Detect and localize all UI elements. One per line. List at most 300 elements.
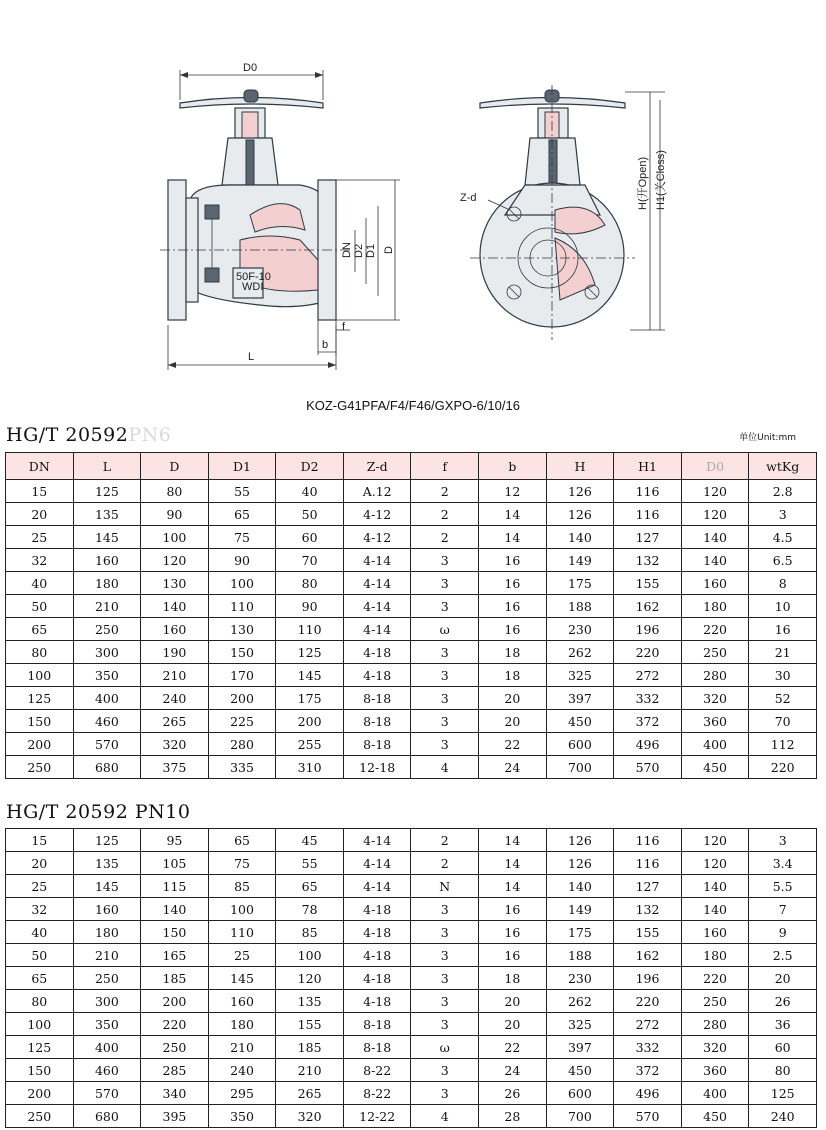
- table-cell: 15: [6, 480, 74, 503]
- table-cell: 570: [614, 756, 682, 779]
- table-cell: 125: [6, 687, 74, 710]
- table-cell: 265: [141, 710, 209, 733]
- table-cell: 24: [479, 1059, 547, 1082]
- table-cell: 126: [546, 480, 614, 503]
- table-cell: 4.5: [749, 526, 817, 549]
- table-cell: 3: [411, 641, 479, 664]
- table-cell: 12-22: [343, 1105, 411, 1128]
- d1-label: D1: [365, 243, 377, 258]
- spec-table-pn10: [5, 828, 817, 1128]
- table-cell: 272: [614, 664, 682, 687]
- table-cell: 300: [73, 990, 141, 1013]
- table-cell: 116: [614, 503, 682, 526]
- valve-drawing: [0, 0, 826, 420]
- table-cell: 3: [411, 944, 479, 967]
- table-cell: 2.8: [749, 480, 817, 503]
- table-cell: 145: [73, 526, 141, 549]
- table-cell: 310: [276, 756, 344, 779]
- table-cell: 2: [411, 503, 479, 526]
- table-cell: 150: [6, 710, 74, 733]
- table-cell: 24: [479, 756, 547, 779]
- table-cell: 3: [749, 503, 817, 526]
- column-header: L: [73, 453, 141, 480]
- table-cell: 140: [681, 526, 749, 549]
- table-cell: 2: [411, 480, 479, 503]
- table-cell: 6.5: [749, 549, 817, 572]
- table-cell: 2: [411, 829, 479, 852]
- table-cell: 325: [546, 1013, 614, 1036]
- table-row: [6, 921, 817, 944]
- table-cell: 70: [276, 549, 344, 572]
- table-cell: 155: [614, 921, 682, 944]
- table-cell: 3: [411, 687, 479, 710]
- table-cell: 3.4: [749, 852, 817, 875]
- table-cell: 320: [276, 1105, 344, 1128]
- table-cell: 8-18: [343, 710, 411, 733]
- table-cell: 14: [479, 829, 547, 852]
- table-cell: 125: [749, 1082, 817, 1105]
- table-cell: 32: [6, 549, 74, 572]
- table-cell: 220: [614, 641, 682, 664]
- table-cell: 600: [546, 1082, 614, 1105]
- table-cell: 600: [546, 733, 614, 756]
- table-cell: 400: [681, 1082, 749, 1105]
- table-cell: 8-18: [343, 1013, 411, 1036]
- table-cell: 210: [208, 1036, 276, 1059]
- table-cell: 55: [208, 480, 276, 503]
- table-cell: 3: [411, 990, 479, 1013]
- b-label: b: [322, 339, 329, 351]
- table-cell: 45: [276, 829, 344, 852]
- table-cell: 140: [141, 595, 209, 618]
- table-cell: 160: [141, 618, 209, 641]
- table-cell: 100: [276, 944, 344, 967]
- table-cell: 332: [614, 687, 682, 710]
- table-cell: 175: [546, 921, 614, 944]
- table-cell: 90: [141, 503, 209, 526]
- table-cell: 112: [749, 733, 817, 756]
- table-cell: 320: [681, 1036, 749, 1059]
- table-cell: 127: [614, 875, 682, 898]
- table-cell: 50: [6, 944, 74, 967]
- table-row: [6, 967, 817, 990]
- table-cell: 450: [546, 710, 614, 733]
- h1-close-label: H1(关Closs): [655, 150, 667, 210]
- table-row: [6, 526, 817, 549]
- table-cell: 262: [546, 641, 614, 664]
- table-cell: 100: [208, 898, 276, 921]
- table1-title-text: HG/T 20592: [6, 424, 129, 446]
- table-cell: 450: [546, 1059, 614, 1082]
- table-cell: 26: [479, 1082, 547, 1105]
- table-cell: 3: [411, 967, 479, 990]
- table-cell: 196: [614, 618, 682, 641]
- table-cell: 250: [6, 1105, 74, 1128]
- table-cell: 320: [141, 733, 209, 756]
- table-cell: 80: [6, 641, 74, 664]
- table-cell: 8-18: [343, 733, 411, 756]
- column-header: D0: [681, 453, 749, 480]
- table-cell: 175: [276, 687, 344, 710]
- table-cell: 4-14: [343, 595, 411, 618]
- table-cell: 570: [73, 1082, 141, 1105]
- column-header: f: [411, 453, 479, 480]
- table-cell: 262: [546, 990, 614, 1013]
- table-cell: 132: [614, 549, 682, 572]
- column-header: D1: [208, 453, 276, 480]
- table-cell: 22: [479, 1036, 547, 1059]
- table-cell: 127: [614, 526, 682, 549]
- table-cell: 155: [276, 1013, 344, 1036]
- table-cell: 120: [681, 503, 749, 526]
- d-label: D: [383, 246, 395, 254]
- table-cell: 4-14: [343, 852, 411, 875]
- h-open-label: H(开Open): [637, 156, 649, 210]
- table-cell: 20: [479, 687, 547, 710]
- table-cell: 120: [141, 549, 209, 572]
- table-row: [6, 710, 817, 733]
- table-cell: 65: [276, 875, 344, 898]
- table-cell: 175: [546, 572, 614, 595]
- table-cell: 140: [546, 526, 614, 549]
- table-cell: 130: [141, 572, 209, 595]
- table-cell: 16: [479, 549, 547, 572]
- table-cell: 140: [681, 875, 749, 898]
- column-header: H: [546, 453, 614, 480]
- table-cell: 3: [411, 1082, 479, 1105]
- table-cell: 115: [141, 875, 209, 898]
- table-cell: 100: [208, 572, 276, 595]
- table-cell: 4-18: [343, 921, 411, 944]
- column-header: wtKg: [749, 453, 817, 480]
- table-cell: 80: [6, 990, 74, 1013]
- table-cell: 3: [411, 921, 479, 944]
- table-cell: 150: [208, 641, 276, 664]
- column-header: b: [479, 453, 547, 480]
- table-cell: 116: [614, 829, 682, 852]
- table-cell: 140: [681, 898, 749, 921]
- d2-label: D2: [353, 243, 365, 258]
- table-cell: 20: [749, 967, 817, 990]
- table-row: [6, 595, 817, 618]
- table-row: [6, 875, 817, 898]
- table-cell: 120: [681, 852, 749, 875]
- table-cell: 125: [73, 829, 141, 852]
- table-cell: 105: [141, 852, 209, 875]
- table-cell: 4-14: [343, 618, 411, 641]
- table-cell: 125: [6, 1036, 74, 1059]
- table-cell: 165: [141, 944, 209, 967]
- table-cell: 220: [681, 618, 749, 641]
- table-cell: 3: [411, 898, 479, 921]
- table-cell: 295: [208, 1082, 276, 1105]
- table-cell: 32: [6, 898, 74, 921]
- table-cell: 130: [208, 618, 276, 641]
- table-cell: 75: [208, 852, 276, 875]
- table-cell: 570: [73, 733, 141, 756]
- table-cell: 22: [479, 733, 547, 756]
- table-cell: 20: [6, 852, 74, 875]
- table-cell: 135: [73, 503, 141, 526]
- table-cell: 400: [73, 1036, 141, 1059]
- column-header: DN: [6, 453, 74, 480]
- table-cell: ω: [411, 1036, 479, 1059]
- table-cell: 395: [141, 1105, 209, 1128]
- table-cell: 162: [614, 944, 682, 967]
- table-row: [6, 687, 817, 710]
- table-cell: 4: [411, 1105, 479, 1128]
- table-cell: 16: [479, 921, 547, 944]
- table-cell: 155: [614, 572, 682, 595]
- table-cell: 160: [208, 990, 276, 1013]
- table-cell: 14: [479, 852, 547, 875]
- table-cell: 280: [681, 664, 749, 687]
- table-cell: 180: [73, 921, 141, 944]
- table-cell: 18: [479, 664, 547, 687]
- table-cell: 325: [546, 664, 614, 687]
- table-row: [6, 898, 817, 921]
- table-cell: 2: [411, 526, 479, 549]
- table-cell: 16: [479, 595, 547, 618]
- table-cell: 250: [681, 990, 749, 1013]
- table-cell: 7: [749, 898, 817, 921]
- table-cell: 110: [208, 595, 276, 618]
- table-cell: 335: [208, 756, 276, 779]
- table-cell: 4-18: [343, 641, 411, 664]
- table-cell: 200: [6, 1082, 74, 1105]
- table-cell: 3: [411, 572, 479, 595]
- table-cell: 250: [73, 618, 141, 641]
- table-cell: 180: [681, 595, 749, 618]
- table-cell: 180: [73, 572, 141, 595]
- table-cell: 132: [614, 898, 682, 921]
- table-cell: 14: [479, 503, 547, 526]
- tag-line1: 50F-10: [236, 271, 271, 283]
- table-cell: 4: [411, 756, 479, 779]
- tag-line2: WDI: [242, 281, 264, 293]
- table-cell: 180: [208, 1013, 276, 1036]
- table-cell: ω: [411, 618, 479, 641]
- table-cell: 372: [614, 1059, 682, 1082]
- table-cell: 200: [208, 687, 276, 710]
- table-cell: 120: [276, 967, 344, 990]
- table-cell: 372: [614, 710, 682, 733]
- table-cell: 4-18: [343, 664, 411, 687]
- column-header: D: [141, 453, 209, 480]
- table-cell: 350: [208, 1105, 276, 1128]
- table-cell: 680: [73, 756, 141, 779]
- table-row: [6, 1036, 817, 1059]
- table-cell: A.12: [343, 480, 411, 503]
- table-cell: 145: [73, 875, 141, 898]
- table-cell: 332: [614, 1036, 682, 1059]
- table-cell: 3: [411, 1059, 479, 1082]
- table-cell: 4-14: [343, 829, 411, 852]
- table-cell: 65: [208, 503, 276, 526]
- table-cell: 210: [141, 664, 209, 687]
- table-cell: 25: [6, 875, 74, 898]
- table-cell: 116: [614, 480, 682, 503]
- table-cell: 110: [276, 618, 344, 641]
- table-cell: 255: [276, 733, 344, 756]
- table-cell: 16: [479, 898, 547, 921]
- table-cell: 680: [73, 1105, 141, 1128]
- table-cell: 210: [276, 1059, 344, 1082]
- table-cell: 20: [479, 710, 547, 733]
- table-cell: 25: [208, 944, 276, 967]
- table-cell: 8-22: [343, 1082, 411, 1105]
- table-cell: 140: [546, 875, 614, 898]
- table-cell: 18: [479, 967, 547, 990]
- table-cell: 460: [73, 710, 141, 733]
- unit-note: 单位Unit:mm: [739, 433, 796, 443]
- table-cell: 4-18: [343, 898, 411, 921]
- table-cell: 116: [614, 852, 682, 875]
- table-cell: 4-12: [343, 526, 411, 549]
- table-cell: 60: [749, 1036, 817, 1059]
- table-cell: 250: [681, 641, 749, 664]
- table-cell: 40: [6, 921, 74, 944]
- table-cell: 400: [73, 687, 141, 710]
- l-label: L: [248, 351, 255, 363]
- table-cell: 4-18: [343, 944, 411, 967]
- header-row: [6, 453, 817, 480]
- table-cell: 230: [546, 618, 614, 641]
- table-cell: 60: [276, 526, 344, 549]
- table-cell: 160: [73, 898, 141, 921]
- table-cell: 10: [749, 595, 817, 618]
- table-cell: 3: [411, 549, 479, 572]
- table-cell: 16: [479, 618, 547, 641]
- table-cell: 16: [749, 618, 817, 641]
- table-cell: 20: [479, 990, 547, 1013]
- table-cell: 397: [546, 687, 614, 710]
- table-cell: 185: [276, 1036, 344, 1059]
- d0-label: D0: [243, 62, 258, 74]
- table-row: [6, 503, 817, 526]
- table-cell: 188: [546, 944, 614, 967]
- table-row: [6, 829, 817, 852]
- table-cell: 460: [73, 1059, 141, 1082]
- table-cell: 350: [73, 664, 141, 687]
- table-cell: 90: [208, 549, 276, 572]
- table-cell: 4-18: [343, 967, 411, 990]
- table-cell: 340: [141, 1082, 209, 1105]
- table-cell: 21: [749, 641, 817, 664]
- table-cell: 120: [681, 480, 749, 503]
- table-cell: 240: [749, 1105, 817, 1128]
- table-cell: 140: [141, 898, 209, 921]
- table-cell: 250: [141, 1036, 209, 1059]
- table1-title: [6, 424, 171, 446]
- table-cell: 40: [276, 480, 344, 503]
- table-cell: 360: [681, 710, 749, 733]
- table-cell: 3: [749, 829, 817, 852]
- table-cell: 8: [749, 572, 817, 595]
- table-cell: 80: [276, 572, 344, 595]
- table-cell: 3: [411, 710, 479, 733]
- table-cell: 240: [141, 687, 209, 710]
- column-header: D2: [276, 453, 344, 480]
- table-cell: 220: [614, 990, 682, 1013]
- table-cell: 8-22: [343, 1059, 411, 1082]
- table-cell: 149: [546, 898, 614, 921]
- table-cell: 185: [141, 967, 209, 990]
- table-cell: 125: [276, 641, 344, 664]
- f-label: f: [342, 321, 346, 333]
- table-cell: 135: [276, 990, 344, 1013]
- table-row: [6, 1013, 817, 1036]
- table1-title-faint: PN6: [128, 424, 172, 446]
- table-cell: 16: [479, 944, 547, 967]
- table-cell: 4-12: [343, 503, 411, 526]
- side-view: [160, 62, 400, 370]
- table-cell: 190: [141, 641, 209, 664]
- table-cell: 85: [208, 875, 276, 898]
- dn-label: DN: [341, 242, 353, 258]
- table-cell: 3: [411, 1013, 479, 1036]
- table-cell: 135: [73, 852, 141, 875]
- table-cell: 65: [208, 829, 276, 852]
- table-cell: 28: [479, 1105, 547, 1128]
- table-cell: 80: [141, 480, 209, 503]
- table-cell: 4-14: [343, 549, 411, 572]
- table-cell: 200: [6, 733, 74, 756]
- table-cell: 55: [276, 852, 344, 875]
- table-cell: 12: [479, 480, 547, 503]
- table-cell: 85: [276, 921, 344, 944]
- column-header: Z-d: [343, 453, 411, 480]
- table-cell: 188: [546, 595, 614, 618]
- table-cell: 126: [546, 829, 614, 852]
- table-cell: 3: [411, 664, 479, 687]
- table-row: [6, 664, 817, 687]
- table-cell: 14: [479, 526, 547, 549]
- table-cell: 8-18: [343, 687, 411, 710]
- table-cell: 25: [6, 526, 74, 549]
- table-cell: 18: [479, 641, 547, 664]
- table-cell: 280: [681, 1013, 749, 1036]
- table-cell: 20: [6, 503, 74, 526]
- table-cell: 70: [749, 710, 817, 733]
- table-cell: 210: [73, 944, 141, 967]
- table-row: [6, 480, 817, 503]
- table-cell: 52: [749, 687, 817, 710]
- table-cell: 78: [276, 898, 344, 921]
- table-cell: 360: [681, 1059, 749, 1082]
- table-cell: 250: [73, 967, 141, 990]
- table-cell: 160: [681, 572, 749, 595]
- table-cell: 3: [411, 733, 479, 756]
- table-cell: 200: [141, 990, 209, 1013]
- table-cell: 145: [276, 664, 344, 687]
- table-cell: 12-18: [343, 756, 411, 779]
- table-cell: 397: [546, 1036, 614, 1059]
- table-cell: 450: [681, 756, 749, 779]
- table-cell: 320: [681, 687, 749, 710]
- table-cell: 4-18: [343, 990, 411, 1013]
- table-cell: 40: [6, 572, 74, 595]
- table-row: [6, 1082, 817, 1105]
- table-cell: 496: [614, 1082, 682, 1105]
- table-cell: 20: [479, 1013, 547, 1036]
- table-cell: 80: [749, 1059, 817, 1082]
- table-cell: 450: [681, 1105, 749, 1128]
- table-row: [6, 618, 817, 641]
- table-cell: 36: [749, 1013, 817, 1036]
- model-caption: KOZ-G41PFA/F4/F46/GXPO-6/10/16: [306, 398, 520, 413]
- table-row: [6, 641, 817, 664]
